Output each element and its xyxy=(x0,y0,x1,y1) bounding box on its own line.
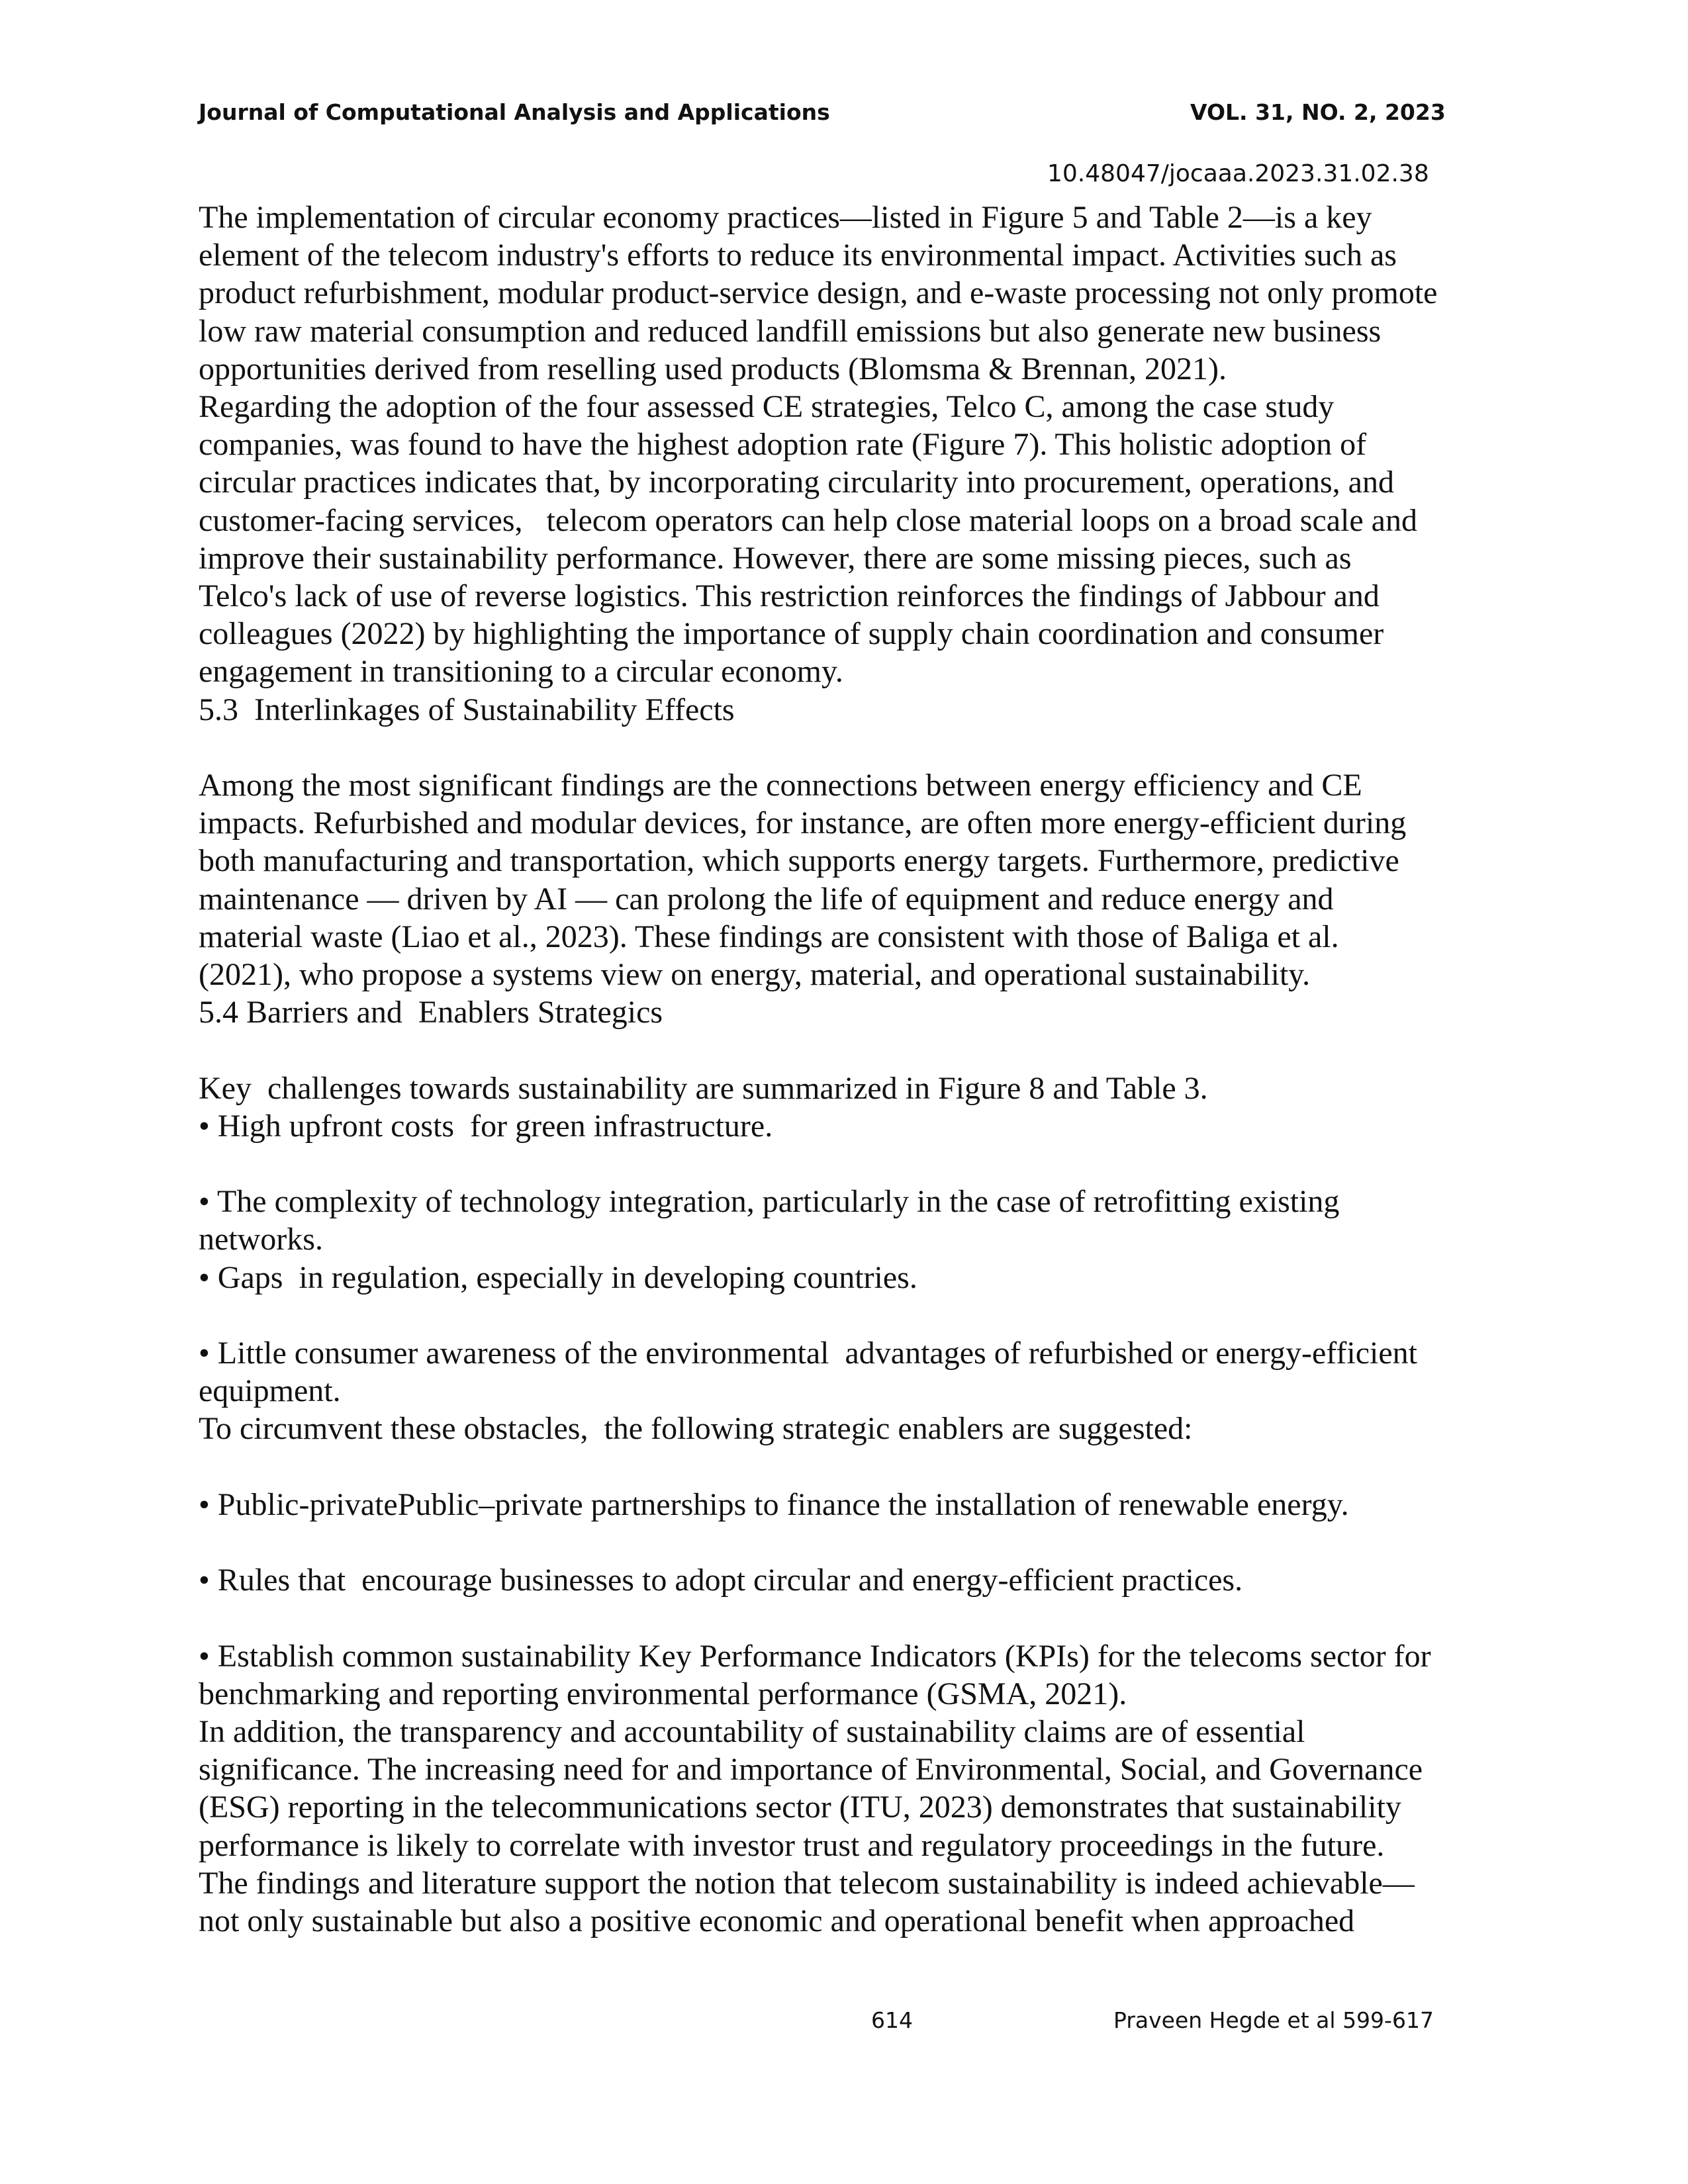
body-line: In addition, the transparency and accountability of sustainability claims are of essential xyxy=(199,1714,1305,1750)
body-line: Regarding the adoption of the four assessed CE strategies, Telco C, among the case study xyxy=(199,389,1335,425)
body-line: (2021), who propose a systems view on energy, material, and operational sustainability. xyxy=(199,957,1311,993)
blank-line xyxy=(199,1297,1489,1334)
bullet-item: • Little consumer awareness of the environmental advantages of refurbished or energy-efficient xyxy=(199,1336,1417,1371)
body-line: benchmarking and reporting environmental performance (GSMA, 2021). xyxy=(199,1676,1127,1711)
journal-title: Journal of Computational Analysis and Applications xyxy=(199,99,830,125)
blank-line xyxy=(199,1031,1489,1069)
blank-line xyxy=(199,1599,1489,1637)
article-body xyxy=(199,199,1489,1940)
body-line: (ESG) reporting in the telecommunications sector (ITU, 2023) demonstrates that sustainability xyxy=(199,1790,1401,1825)
footer-authors: Praveen Hegde et al 599-617 xyxy=(1113,2007,1434,2033)
body-line: companies, was found to have the highest adoption rate (Figure 7). This holistic adoption of xyxy=(199,427,1367,463)
section-heading: 5.4 Barriers and Enablers Strategics xyxy=(199,995,663,1030)
section-heading: 5.3 Interlinkages of Sustainability Effects xyxy=(199,692,735,727)
body-line: To circumvent these obstacles, the following strategic enablers are suggested: xyxy=(199,1411,1193,1447)
blank-line xyxy=(199,1448,1489,1486)
blank-line xyxy=(199,729,1489,766)
body-line: element of the telecom industry's efforts to reduce its environmental impact. Activities such as xyxy=(199,238,1397,273)
body-line: improve their sustainability performance. However, there are some missing pieces, such as xyxy=(199,540,1352,576)
body-line: customer-facing services, telecom operators can help close material loops on a broad scale and xyxy=(199,502,1417,538)
body-line: networks. xyxy=(199,1222,323,1257)
body-line: Among the most significant findings are the connections between energy efficiency and CE xyxy=(199,768,1362,803)
bullet-item: • Gaps in regulation, especially in developing countries. xyxy=(199,1259,917,1295)
body-line: low raw material consumption and reduced landfill emissions but also generate new business xyxy=(199,313,1382,349)
blank-line xyxy=(199,1524,1489,1561)
journal-volume: VOL. 31, NO. 2, 2023 xyxy=(1190,99,1446,125)
body-line: significance. The increasing need for and importance of Environmental, Social, and Governance xyxy=(199,1752,1423,1788)
body-line: not only sustainable but also a positive economic and operational benefit when approached xyxy=(199,1903,1355,1939)
bullet-item: • Rules that encourage businesses to adopt circular and energy-efficient practices. xyxy=(199,1563,1243,1598)
body-line: performance is likely to correlate with investor trust and regulatory proceedings in the future. xyxy=(199,1827,1385,1863)
blank-line xyxy=(199,1145,1489,1183)
body-line: The implementation of circular economy practices—listed in Figure 5 and Table 2—is a key xyxy=(199,200,1372,235)
body-line: engagement in transitioning to a circular economy. xyxy=(199,654,843,690)
body-line: product refurbishment, modular product-service design, and e-waste processing not only promote xyxy=(199,275,1438,311)
body-line: Telco's lack of use of reverse logistics. This restriction reinforces the findings of Jabbour and xyxy=(199,578,1380,614)
doi: 10.48047/jocaaa.2023.31.02.38 xyxy=(1047,160,1429,187)
body-line: colleagues (2022) by highlighting the importance of supply chain coordination and consumer xyxy=(199,616,1384,652)
body-line: The findings and literature support the notion that telecom sustainability is indeed achievable— xyxy=(199,1865,1415,1901)
bullet-item: • The complexity of technology integration, particularly in the case of retrofitting existing xyxy=(199,1184,1340,1220)
body-line: equipment. xyxy=(199,1373,341,1409)
body-line: material waste (Liao et al., 2023). These findings are consistent with those of Baliga et al. xyxy=(199,919,1339,954)
body-line: opportunities derived from reselling used products (Blomsma & Brennan, 2021). xyxy=(199,351,1227,387)
body-line: both manufacturing and transportation, which supports energy targets. Furthermore, predictive xyxy=(199,843,1399,879)
bullet-item: • Public-privatePublic–private partnerships to finance the installation of renewable energy. xyxy=(199,1486,1349,1522)
body-line: impacts. Refurbished and modular devices, for instance, are often more energy-efficient during xyxy=(199,805,1407,841)
bullet-item: • High upfront costs for green infrastructure. xyxy=(199,1108,773,1144)
page-number: 614 xyxy=(871,2007,913,2033)
body-line: Key challenges towards sustainability are summarized in Figure 8 and Table 3. xyxy=(199,1070,1208,1106)
body-line: maintenance — driven by AI — can prolong the life of equipment and reduce energy and xyxy=(199,881,1334,917)
bullet-item: • Establish common sustainability Key Performance Indicators (KPIs) for the telecoms sector for xyxy=(199,1638,1431,1674)
body-line: circular practices indicates that, by incorporating circularity into procurement, operations, and xyxy=(199,465,1394,500)
